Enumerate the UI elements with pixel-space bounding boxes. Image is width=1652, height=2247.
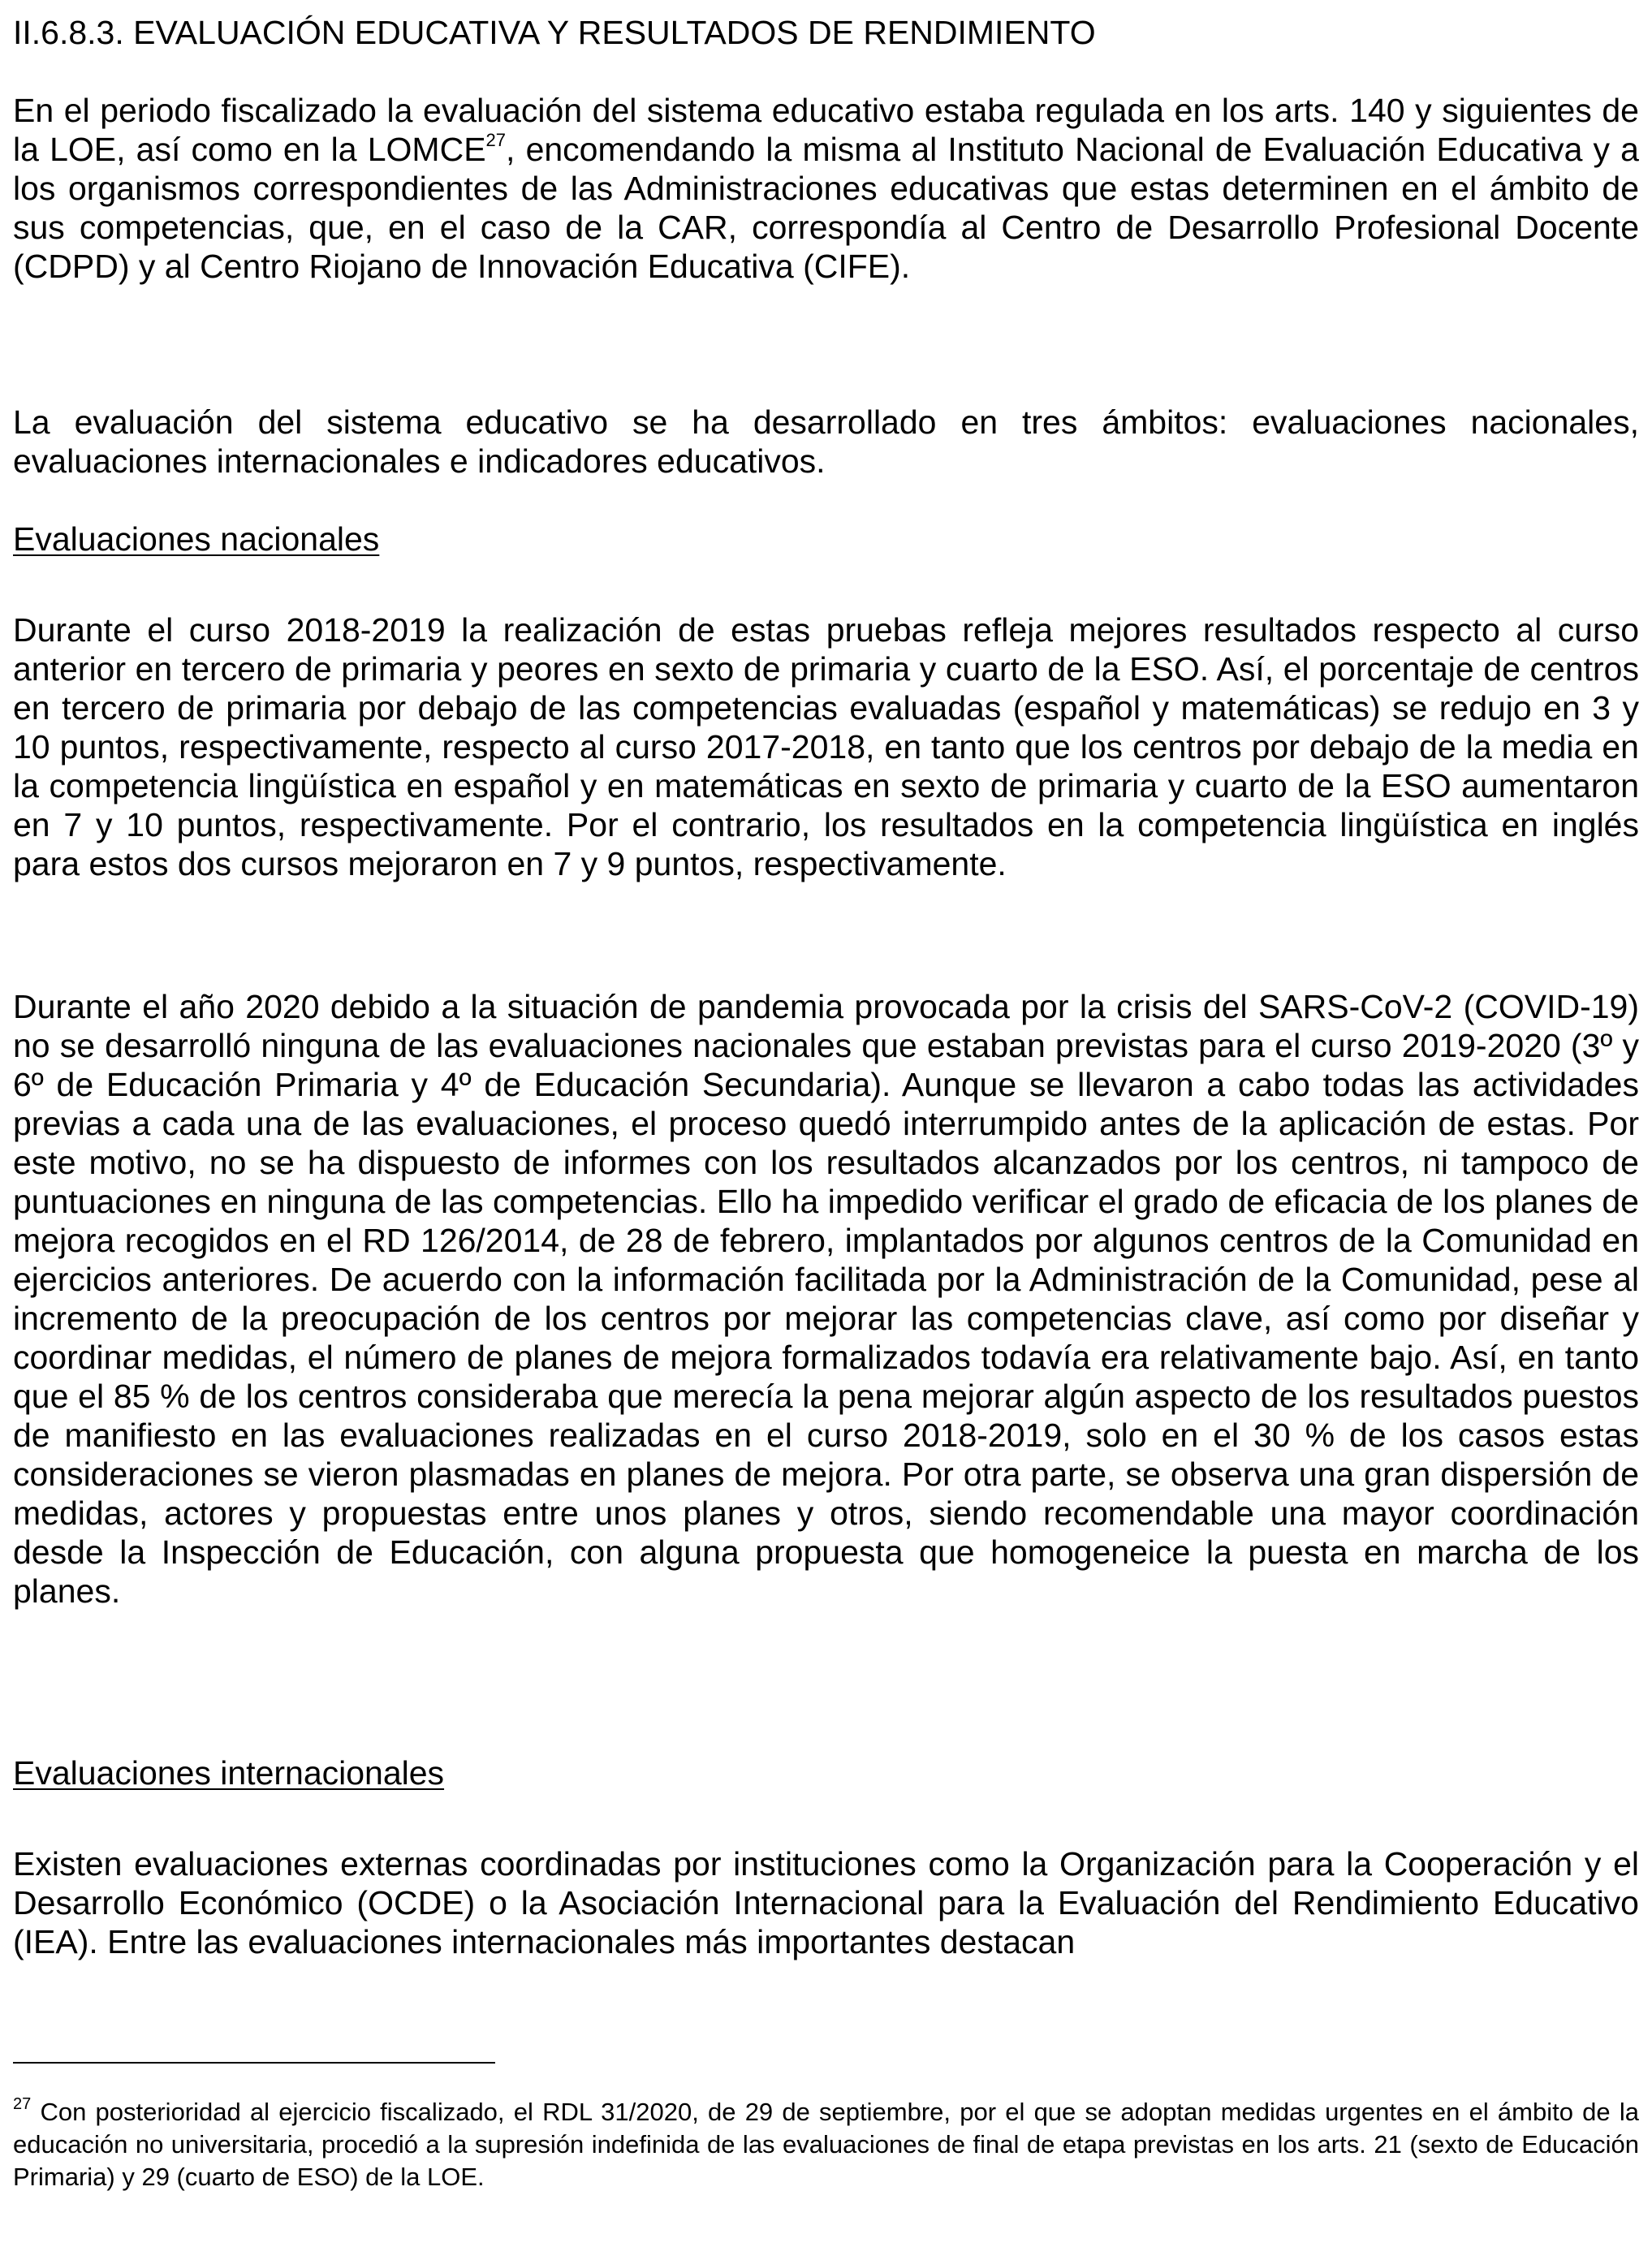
nacionales-paragraph-2: Durante el año 2020 debido a la situación de pandemia provocada por la crisis del SARS-CoV-2 (COVID-19) no se desarrolló ninguna de las evaluaciones nacionales que estaban previstas para el curso 2019-2020 (3º y 6º de Educación Primaria y 4º de Educación Secundaria). Aunque se llevaron a cabo todas las actividades previas a cada una de las evaluaciones, el proceso quedó interrumpido antes de la aplicación de estas. Por este motivo, no se ha dispuesto de informes con los resultados alcanzados por los centros, ni tampoco de puntuaciones en ninguna de las competencias. Ello ha impedido verificar el grado de eficacia de los planes de mejora recogidos en el RD 126/2014, de 28 de febrero, implantados por algunos centros de la Comunidad en ejercicios anteriores. De acuerdo con la información facilitada por la Administración de la Comunidad, pese al incremento de la preocupación de los centros por mejorar las competencias clave, así como por diseñar y coordinar medidas, el número de planes de mejora formalizados todavía era relativamente bajo. Así, en tanto que el 85 % de los centros consideraba que merecía la pena mejorar algún aspecto de los resultados puestos de manifiesto en las evaluaciones realizadas en el curso 2018-2019, solo en el 30 % de los casos estas consideraciones se vieron plasmadas en planes de mejora. Por otra parte, se observa una gran dispersión de medidas, actores y propuestas entre unos planes y otros, siendo recomendable una mayor coordinación desde la Inspección de Educación, con alguna propuesta que homogeneice la puesta en marcha de los planes.: [13, 988, 1639, 1610]
intro-paragraph-1-text-b: , encomendando la misma al Instituto Nacional de Evaluación Educativa y a los organismos correspondientes de las Administraciones educativas que estas determinen en el ámbito de sus competencias, que, en el caso de la CAR, correspondía al Centro de Desarrollo Profesional Docente (CDPD) y al Centro Riojano de Innovación Educativa (CIFE).: [13, 131, 1639, 285]
subheading-evaluaciones-internacionales: Evaluaciones internacionales: [13, 1754, 445, 1792]
intro-paragraph-1-text-a: En el periodo fiscalizado la evaluación del sistema educativo estaba regulada en los arts. 140 y siguientes de la LOE, así como en la LOMCE: [13, 92, 1639, 168]
subheading-evaluaciones-nacionales: Evaluaciones nacionales: [13, 520, 380, 558]
footnote-separator: [13, 2062, 495, 2064]
intro-paragraph-2: La evaluación del sistema educativo se ha desarrollado en tres ámbitos: evaluaciones nacionales, evaluaciones internacionales e indicadores educativos.: [13, 403, 1639, 480]
nacionales-paragraph-1: Durante el curso 2018-2019 la realización de estas pruebas refleja mejores resultados respecto al curso anterior en tercero de primaria y peores en sexto de primaria y cuarto de la ESO. Así, el porcentaje de centros en tercero de primaria por debajo de las competencias evaluadas (español y matemáticas) se redujo en 3 y 10 puntos, respectivamente, respecto al curso 2017-2018, en tanto que los centros por debajo de la media en la competencia lingüística en español y en matemáticas en sexto de primaria y cuarto de la ESO aumentaron en 7 y 10 puntos, respectivamente. Por el contrario, los resultados en la competencia lingüística en inglés para estos dos cursos mejoraron en 7 y 9 puntos, respectivamente.: [13, 611, 1639, 882]
footnote-27: [13, 2096, 1639, 2193]
footnote-text: Con posterioridad al ejercicio fiscalizado, el RDL 31/2020, de 29 de septiembre, por el que se adoptan medidas urgentes en el ámbito de la educación no universitaria, procedió a la supresión indefinida de las evaluaciones de final de etapa previstas en los arts. 21 (sexto de Educación Primaria) y 29 (cuarto de ESO) de la LOE.: [13, 2098, 1639, 2191]
intro-paragraph-1: [13, 91, 1639, 286]
footnote-reference-27[interactable]: 27: [485, 130, 507, 150]
internacionales-paragraph-1: Existen evaluaciones externas coordinadas por instituciones como la Organización para la Cooperación y el Desarrollo Económico (OCDE) o la Asociación Internacional para la Evaluación del Rendimiento Educativo (IEA). Entre las evaluaciones internacionales más importantes destacan: [13, 1845, 1639, 1960]
footnote-number: 27: [13, 2095, 32, 2113]
section-heading: II.6.8.3. EVALUACIÓN EDUCATIVA Y RESULTADOS DE RENDIMIENTO: [13, 14, 1096, 51]
